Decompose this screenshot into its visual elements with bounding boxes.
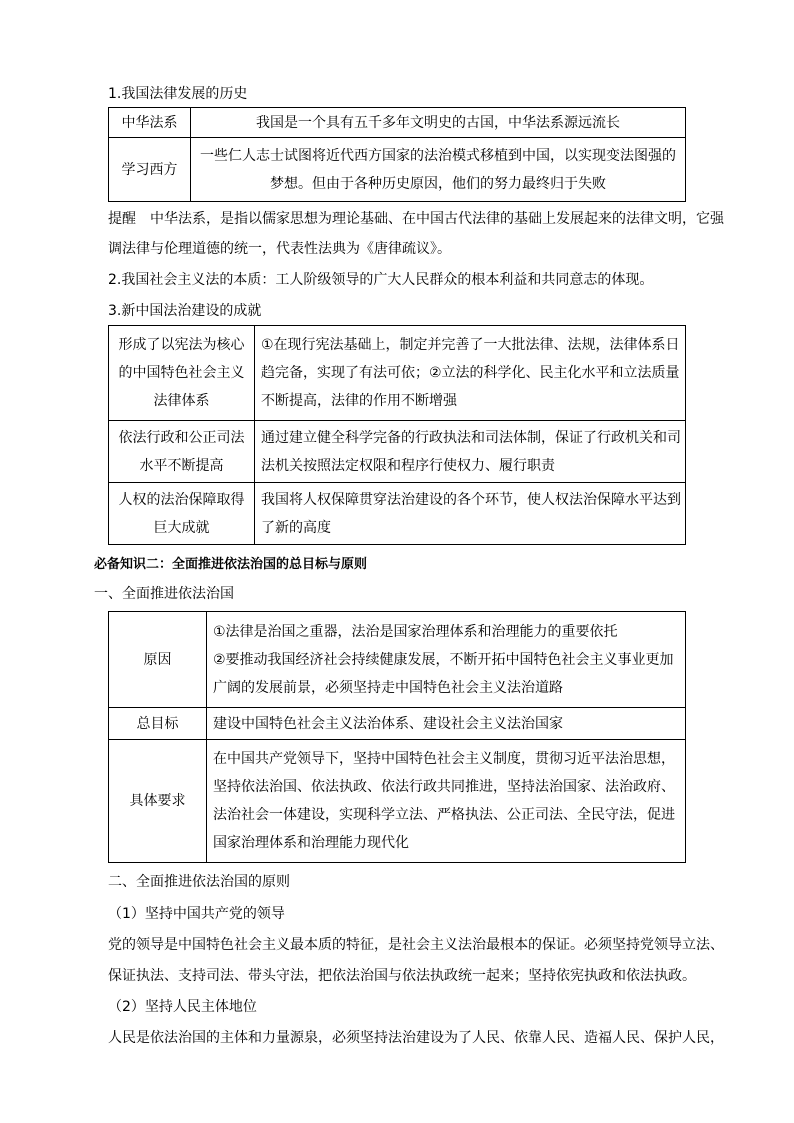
achievement-content-line: 我国将人权保障贯穿法治建设的各个环节，使人权法治保障水平达到 <box>261 491 681 508</box>
principle-1-text-line: 保证执法、支持司法、带头守法，把依法治国与依法执政统一起来；坚持依宪执政和依法执政。 <box>108 968 696 984</box>
rule-of-law-content-line: 国家治理体系和治理能力现代化 <box>213 835 409 851</box>
achievements-row-human-rights <box>109 483 686 545</box>
achievements-row-administration <box>109 421 686 483</box>
achievements-table <box>108 325 686 545</box>
rule-of-law-label: 原因 <box>109 612 207 708</box>
history-label: 中华法系 <box>109 108 191 138</box>
rule-of-law-row-requirements <box>109 740 686 863</box>
achievement-label-line: 水平不断提高 <box>139 457 224 474</box>
rule-of-law-content-line: ①法律是治国之重器，法治是国家治理体系和治理能力的重要依托 <box>213 623 618 640</box>
part-1-heading: 一、全面推进依法治国 <box>94 586 234 602</box>
rule-of-law-label: 具体要求 <box>109 740 207 863</box>
history-label: 学习西方 <box>109 138 191 202</box>
history-content-line: 梦想。但由于各种历史原因，他们的努力最终归于失败 <box>270 175 606 192</box>
section-3-heading: 3.新中国法治建设的成就 <box>108 303 262 319</box>
achievement-label-line: 形成了以宪法为核心 <box>118 337 245 353</box>
knowledge-2-title: 必备知识二：全面推进依法治国的总目标与原则 <box>94 557 368 572</box>
principle-2-heading: （2）坚持人民主体地位 <box>108 999 257 1015</box>
section-2-text: 2.我国社会主义法的本质：工人阶级领导的广大人民群众的根本利益和共同意志的体现。 <box>108 272 654 288</box>
rule-of-law-row-goal <box>109 708 686 740</box>
achievement-content-line: 趋完备，实现了有法可依；②立法的科学化、民主化水平和立法质量 <box>261 365 680 381</box>
part-2-heading: 二、全面推进依法治国的原则 <box>108 874 290 890</box>
principle-1-heading: （1）坚持中国共产党的领导 <box>108 906 285 922</box>
achievement-label-line: 的中国特色社会主义 <box>118 365 245 381</box>
achievement-content-line: ①在现行宪法基础上，制定并完善了一大批法律、法规，法律体系日 <box>261 337 680 353</box>
section-1-heading: 1.我国法律发展的历史 <box>108 86 248 102</box>
achievement-content-line: 法机关按照法定权限和程序行使权力、履行职责 <box>261 457 555 474</box>
history-table <box>108 107 686 202</box>
reminder-note-line: 提醒 中华法系，是指以儒家思想为理论基础、在中国古代法律的基础上发展起来的法律文明，它强 <box>108 211 724 227</box>
achievement-label-line: 人权的法治保障取得 <box>118 491 245 508</box>
achievement-content-line: 通过建立健全科学完备的行政执法和司法体制，保证了行政机关和司 <box>261 429 681 446</box>
principle-2-text-line: 人民是依法治国的主体和力量源泉，必须坚持法治建设为了人民、依靠人民、造福人民、保护人民， <box>108 1030 724 1046</box>
principle-1-text-line: 党的领导是中国特色社会主义最本质的特征，是社会主义法治最根本的保证。必须坚持党领导立法、 <box>108 937 724 953</box>
history-row-chinese-legal-system <box>109 108 686 138</box>
rule-of-law-content-line: ②要推动我国经济社会持续健康发展，不断开拓中国特色社会主义事业更加 <box>213 651 674 668</box>
achievement-label-line: 法律体系 <box>153 393 210 409</box>
achievements-row-legal-system <box>109 326 686 421</box>
history-row-learning-west <box>109 138 686 202</box>
history-content-line: 一些仁人志士试图将近代西方国家的法治模式移植到中国，以实现变法图强的 <box>200 147 676 164</box>
rule-of-law-content-line: 建设中国特色社会主义法治体系、建设社会主义法治国家 <box>213 715 563 732</box>
rule-of-law-label: 总目标 <box>109 708 207 740</box>
rule-of-law-content-line: 法治社会一体建设，实现科学立法、严格执法、公正司法、全民守法，促进 <box>213 807 675 823</box>
achievement-label-line: 巨大成就 <box>153 519 210 536</box>
rule-of-law-content-line: 坚持依法治国、依法执政、依法行政共同推进，坚持法治国家、法治政府、 <box>213 779 675 795</box>
reminder-note-line: 调法律与伦理道德的统一，代表性法典为《唐律疏议》。 <box>108 241 451 257</box>
rule-of-law-table <box>108 611 686 863</box>
rule-of-law-content-line: 广阔的发展前景，必须坚持走中国特色社会主义法治道路 <box>213 679 563 696</box>
achievement-label-line: 依法行政和公正司法 <box>118 429 245 446</box>
achievement-content-line: 了新的高度 <box>261 519 331 536</box>
rule-of-law-row-reason <box>109 612 686 708</box>
rule-of-law-content-line: 在中国共产党领导下，坚持中国特色社会主义制度，贯彻习近平法治思想， <box>213 751 675 767</box>
achievement-content-line: 不断提高，法律的作用不断增强 <box>261 393 457 409</box>
history-content-line: 我国是一个具有五千多年文明史的古国，中华法系源远流长 <box>256 114 620 131</box>
